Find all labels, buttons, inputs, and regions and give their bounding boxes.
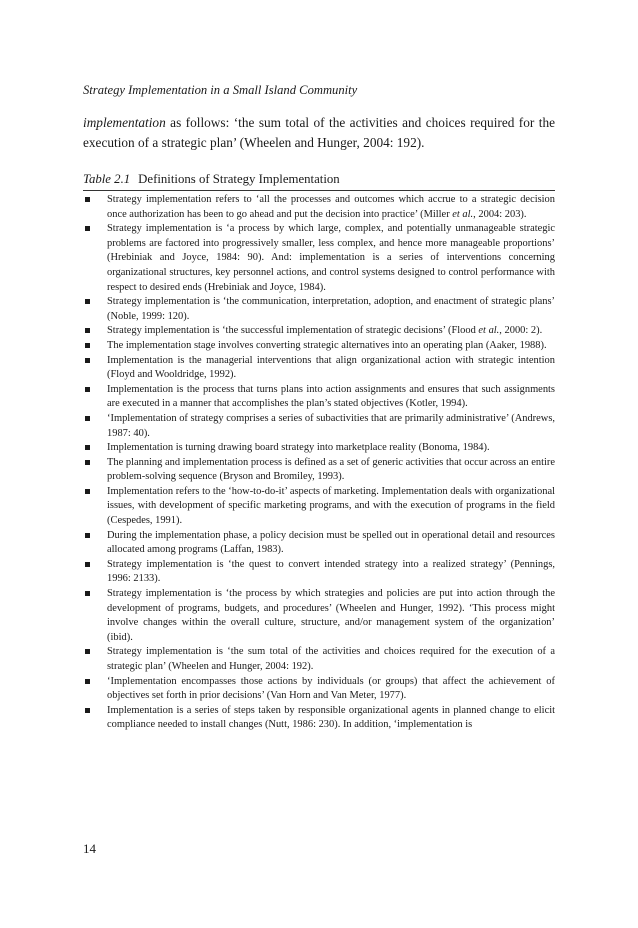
table-number: Table 2.1 xyxy=(83,172,131,186)
definition-item xyxy=(83,222,555,295)
definition-item xyxy=(83,485,555,529)
intro-lead-italic: implementation xyxy=(83,115,166,130)
definition-item xyxy=(83,193,555,222)
definition-text: Strategy implementation is ‘the quest to convert intended strategy into a realized strategy’ (Pennings, 1996: 2133). xyxy=(107,558,555,585)
definition-text: ‘Implementation of strategy comprises a series of subactivities that are primarily administrative’ (Andrews, 1987: 40). xyxy=(107,412,555,439)
definition-text: Strategy implementation is ‘the communication, interpretation, adoption, and enactment of strategic plans’ (Noble, 1999: 120). xyxy=(107,296,555,322)
square-bullet-icon xyxy=(85,679,90,684)
square-bullet-icon xyxy=(85,328,90,333)
definition-item xyxy=(83,412,555,441)
table-caption xyxy=(83,172,340,187)
caption-rule xyxy=(83,190,555,191)
square-bullet-icon xyxy=(85,708,90,713)
square-bullet-icon xyxy=(85,343,90,348)
square-bullet-icon xyxy=(85,299,90,304)
definition-item xyxy=(83,339,555,354)
definition-text: Implementation refers to the ‘how-to-do-it’ aspects of marketing. Implementation deals with organizational issues, with development of specific marketing programs, and with the execution of programs in the field (Cespedes, 1991). xyxy=(107,485,555,527)
square-bullet-icon xyxy=(85,649,90,654)
square-bullet-icon xyxy=(85,358,90,363)
definition-item xyxy=(83,456,555,485)
definition-text: During the implementation phase, a policy decision must be spelled out in operational detail and resources allocated among programs (Laffan, 1983). xyxy=(107,529,555,556)
square-bullet-icon xyxy=(85,460,90,465)
definition-text: Implementation is turning drawing board strategy into marketplace reality (Bonoma, 1984). xyxy=(107,442,490,454)
definition-item xyxy=(83,675,555,704)
running-header: Strategy Implementation in a Small Island Community xyxy=(83,83,358,97)
square-bullet-icon xyxy=(85,416,90,421)
definition-text: Strategy implementation is ‘the process by which strategies and policies are put into action through the development of programs, budgets, and procedures’ (Wheelen and Hunger, 1992). ‘This process might involve changes within the overall culture, structure, and/or management system of the organization’ (ibid). xyxy=(107,588,555,643)
definition-text: Implementation is the managerial interventions that align organizational action with strategic intention (Floyd and Wooldridge, 1992). xyxy=(107,354,555,381)
square-bullet-icon xyxy=(85,197,90,202)
definition-item xyxy=(83,441,555,456)
definitions-list xyxy=(83,193,555,733)
square-bullet-icon xyxy=(85,445,90,450)
definition-text: ‘Implementation encompasses those actions by individuals (or groups) that affect the achievement of objectives set forth in prior decisions’ (Van Horn and Van Meter, 1977). xyxy=(107,675,555,702)
definition-text: Implementation is the process that turns plans into action assignments and ensures that such assignments are executed in a manner that accomplishes the plan’s stated objectives (Kotler, 1994). xyxy=(107,383,555,410)
square-bullet-icon xyxy=(85,489,90,494)
definition-item xyxy=(83,383,555,412)
definition-text: The implementation stage involves converting strategic alternatives into an operating plan (Aaker, 1988). xyxy=(107,339,547,351)
definition-text: Strategy implementation is ‘the successful implementation of strategic decisions’ (Flood et al., 2000: 2). xyxy=(107,325,543,337)
definition-item xyxy=(83,295,555,324)
definition-text: Implementation is a series of steps taken by responsible organizational agents in planned change to elicit compliance needed to install changes (Nutt, 1986: 230). In addition, ‘implementation is xyxy=(107,704,555,731)
intro-paragraph xyxy=(83,113,555,153)
definition-item xyxy=(83,704,555,733)
square-bullet-icon xyxy=(85,533,90,538)
table-title: Definitions of Strategy Implementation xyxy=(138,172,340,186)
definition-text: The planning and implementation process is defined as a set of generic activities that occur across an entire problem-solving sequence (Bryson and Bromiley, 1993). xyxy=(107,456,555,483)
square-bullet-icon xyxy=(85,387,90,392)
intro-text: as follows: ‘the sum total of the activities and choices required for the execution of a strategic plan’ (Wheelen and Hunger, 2004: 192). xyxy=(83,115,555,150)
definition-item xyxy=(83,645,555,674)
definition-item xyxy=(83,587,555,645)
square-bullet-icon xyxy=(85,562,90,567)
definition-text: Strategy implementation is ‘a process by which large, complex, and potentially unmanageable strategic problems are factored into progressively smaller, less complex, and hence more manageable proportions’ (Hrebiniak and Joyce, 1984: 90). And: implementation is a series of interventions concerning organizational structures, key personnel actions, and control systems designed to control performance with respect to desired ends (Hrebiniak and Joyce, 1984). xyxy=(107,223,555,293)
definition-item xyxy=(83,558,555,587)
square-bullet-icon xyxy=(85,226,90,231)
definition-item xyxy=(83,324,555,339)
square-bullet-icon xyxy=(85,591,90,596)
definition-text: Strategy implementation is ‘the sum total of the activities and choices required for the execution of a strategic plan’ (Wheelen and Hunger, 2004: 192). xyxy=(107,646,555,672)
definition-item xyxy=(83,529,555,558)
page-number: 14 xyxy=(83,841,96,856)
definition-item xyxy=(83,354,555,383)
definition-text: Strategy implementation refers to ‘all the processes and outcomes which accrue to a strategic decision once authorization has been to go ahead and put the decision into practice’ (Miller et al., 2004: 203). xyxy=(107,194,555,220)
